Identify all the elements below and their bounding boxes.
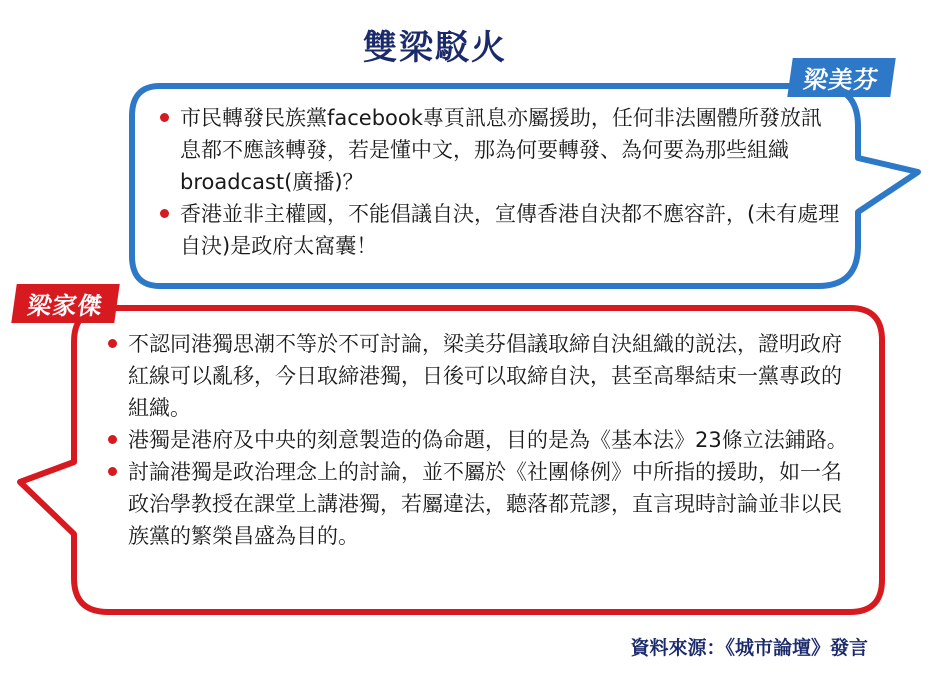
point-text: 討論港獨是政治理念上的討論，並不屬於《社團條例》中所指的援助，如一名政治學教授在課堂上講港獨，若屬違法，聽落都荒謬，直言現時討論並非以民族黨的繁榮昌盛為目的。 <box>128 460 842 548</box>
speaker-b-points <box>108 328 848 552</box>
list-item <box>108 424 848 456</box>
point-text: 港獨是港府及中央的刻意製造的偽命題，目的是為《基本法》23條立法鋪路。 <box>128 428 848 452</box>
bullet-dot <box>108 339 117 348</box>
bullet-dot <box>108 435 117 444</box>
bullet-dot <box>108 467 117 476</box>
list-item <box>108 328 848 424</box>
page-title: 雙梁駁火 <box>363 28 507 68</box>
speaker-tag-liang-meifen: 梁美芬 <box>787 58 895 97</box>
bullet-dot <box>160 209 169 218</box>
speaker-a-points <box>160 102 840 262</box>
point-text: 市民轉發民族黨facebook專頁訊息亦屬援助，任何非法團體所發放訊息都不應該轉發，若是懂中文，那為何要轉發、為何要為那些組織broadcast(廣播)？ <box>180 106 822 194</box>
list-item <box>108 456 848 552</box>
source-credit: 資料來源：《城市論壇》發言 <box>630 637 868 659</box>
point-text: 不認同港獨思潮不等於不可討論，梁美芬倡議取締自決組織的説法，證明政府紅線可以亂移，今日取締港獨，日後可以取締自決，甚至高舉結束一黨專政的組織。 <box>128 332 842 420</box>
bullet-dot <box>160 113 169 122</box>
point-text: 香港並非主權國，不能倡議自決，宣傳香港自決都不應容許，(未有處理自決)是政府太窩囊！ <box>180 202 840 258</box>
speaker-tag-liang-jiajie: 梁家傑 <box>11 284 119 323</box>
list-item <box>160 102 840 198</box>
list-item <box>160 198 840 262</box>
